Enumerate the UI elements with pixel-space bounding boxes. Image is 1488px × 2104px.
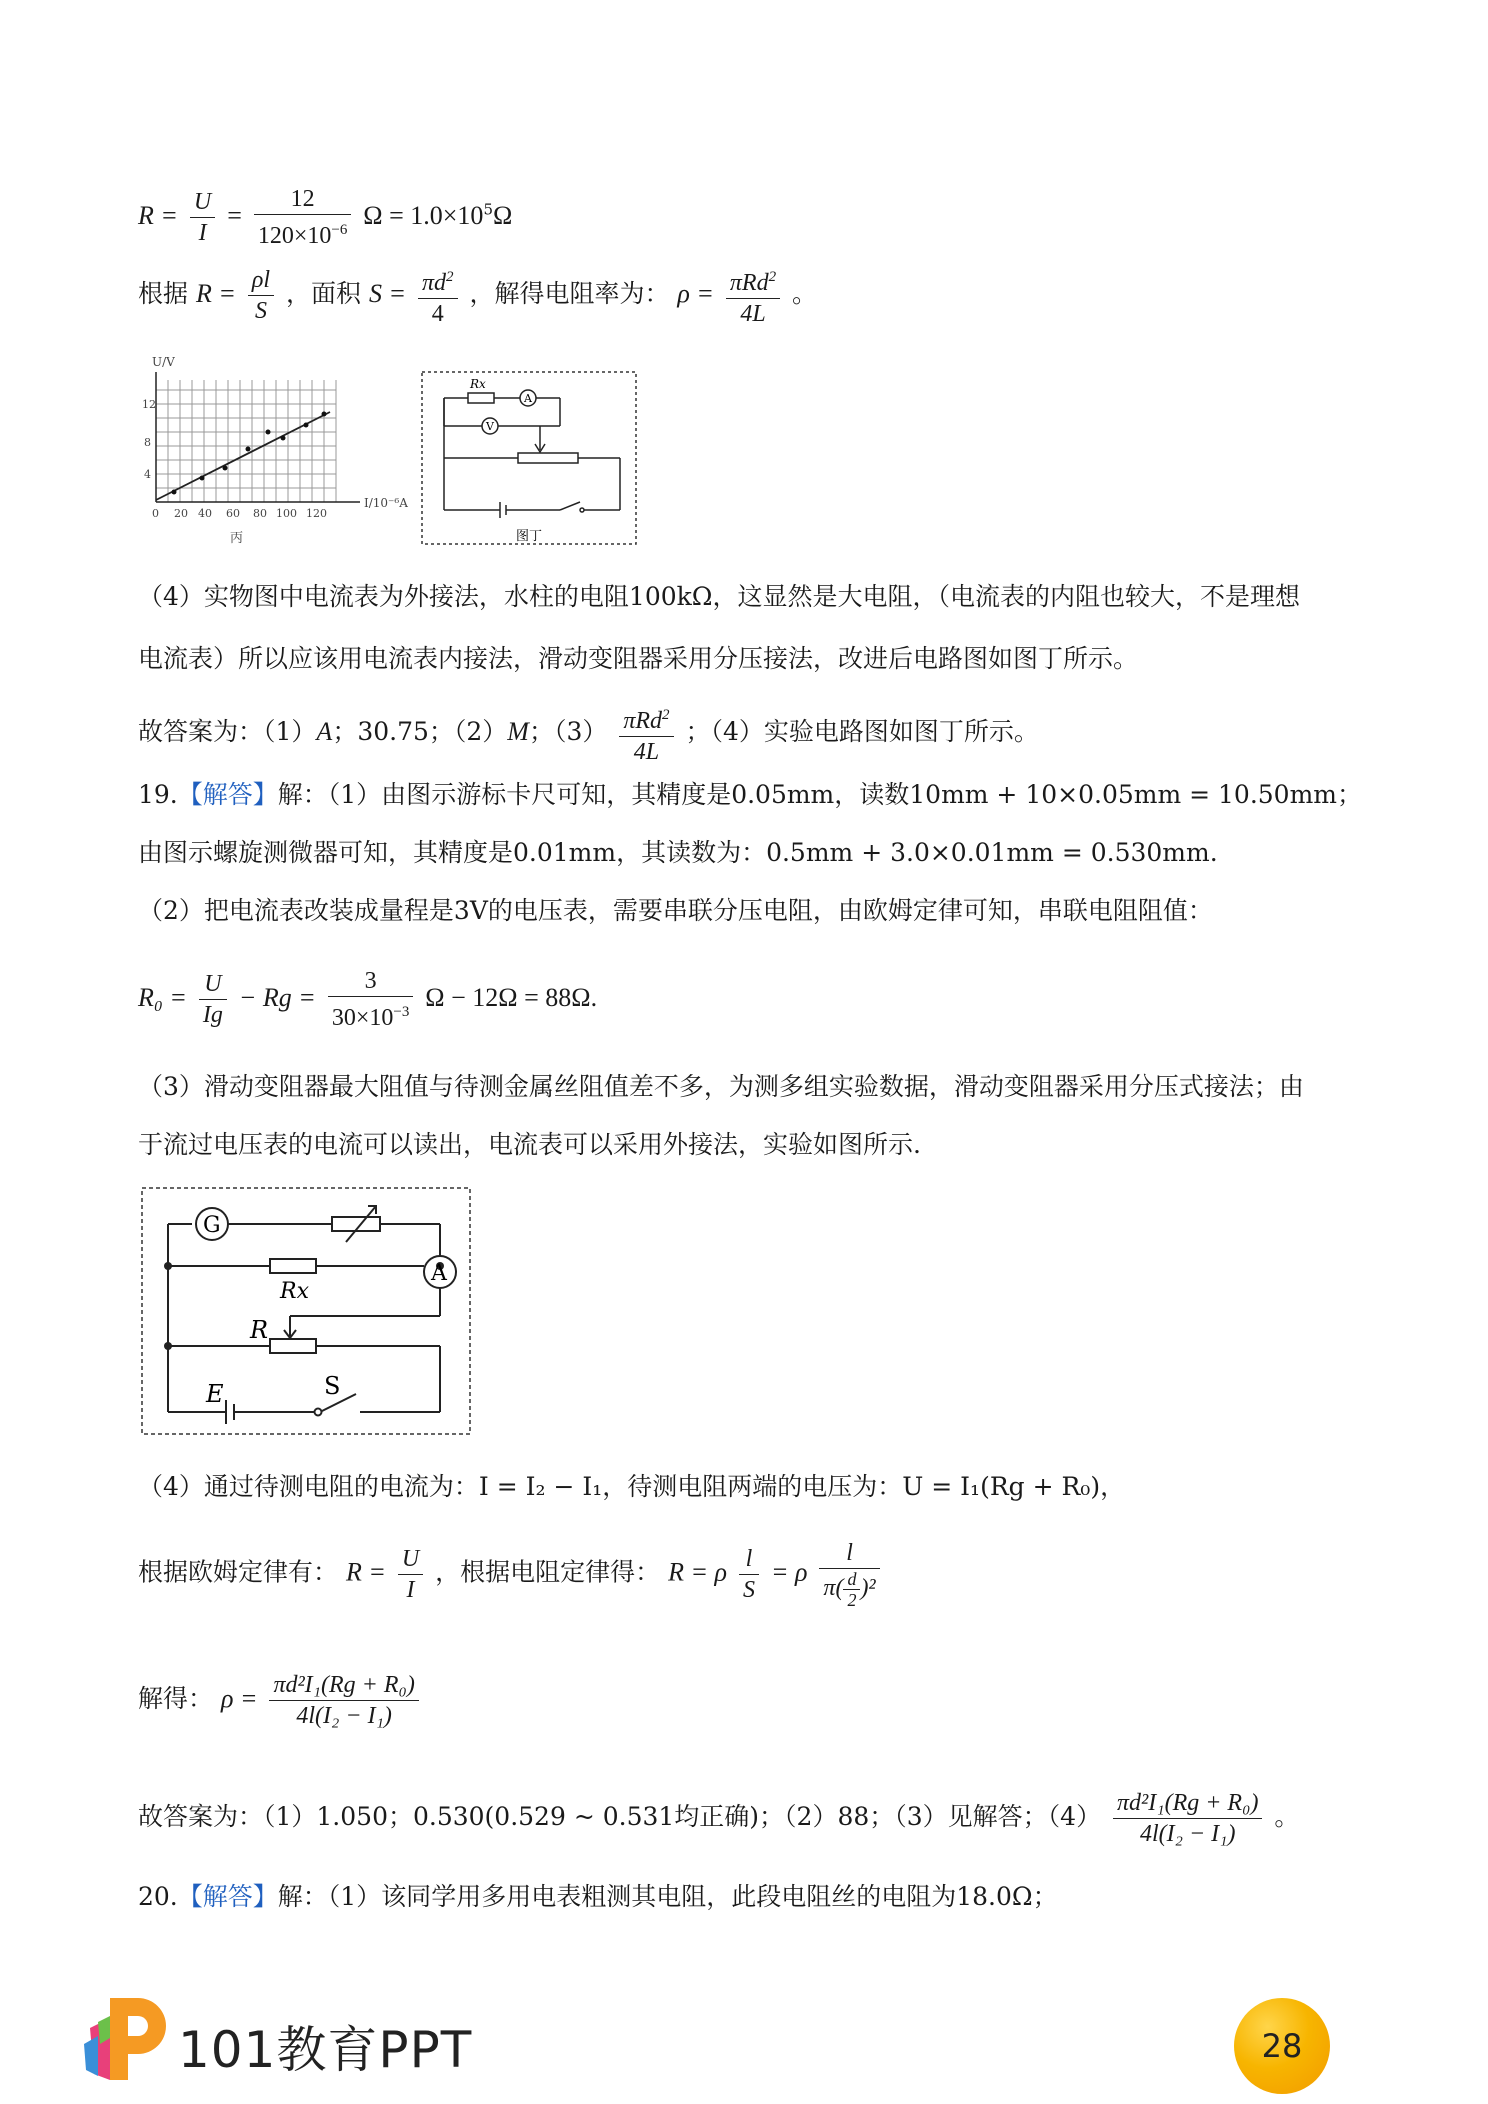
graph-grid bbox=[156, 380, 336, 502]
q19-line1: 19.【解答】解：（1）由图示游标卡尺可知，其精度是0.05mm，读数10mm + 10×0.05mm = 10.50mm； bbox=[138, 780, 1362, 809]
y-tick: 4 bbox=[144, 468, 151, 481]
ohm-law-line: 根据欧姆定律有： R = $\frac{U}{I}$ ，根据电阻定律得： R = ρ $\frac{l}{S}$ = ρ l π( $\frac{d}{2}$ )² bbox=[138, 1538, 884, 1610]
solve-line: 解得： ρ = $\frac{\text{πd²I₁(Rg + R₀)}}{\text{4l(I₂ − I₁)}}$ bbox=[138, 1670, 423, 1731]
ammeter-label: A bbox=[524, 392, 532, 405]
resistivity-line: 根据 R = $\frac{\rho l}{S}$ ，面积 S = $\frac{\pi d^2}{4}$ ，解得电阻率为： ρ = $\frac{\pi Rd^2}{4L}$ 。 bbox=[138, 262, 817, 329]
q19-line2: 由图示螺旋测微器可知，其精度是0.01mm，其读数为：0.5mm + 3.0×0.01mm = 0.530mm. bbox=[138, 838, 1218, 867]
brand-logo-text: 101教育PPT bbox=[178, 2021, 473, 2079]
q19-line3: （2）把电流表改装成量程是3V的电压表，需要串联分压电阻，由欧姆定律可知，串联电阻阻值： bbox=[138, 896, 1213, 925]
equation-resistance: R = $\frac{U}{I}$ = $\frac{12}{120\times 10^{-6}}$ $\Omega = 1.0\times 10^5\Omega$ bbox=[138, 186, 513, 249]
circuit-caption: 图丁 bbox=[516, 529, 543, 544]
x-tick: 60 bbox=[226, 507, 240, 520]
x-tick: 80 bbox=[253, 507, 267, 520]
u-i-graph bbox=[140, 352, 430, 552]
battery-label: E bbox=[206, 1380, 224, 1408]
circuit-ding bbox=[420, 370, 640, 556]
answer-18: 故答案为：（1）A；30.75；（2）M；（3） $\frac{\pi Rd^2}{4L}$ ；（4）实验电路图如图丁所示。 bbox=[138, 700, 1039, 767]
y-tick: 8 bbox=[144, 436, 151, 449]
galvanometer-label: G bbox=[203, 1213, 221, 1238]
answer-tag: 【解答】 bbox=[177, 780, 278, 809]
switch-label: S bbox=[324, 1372, 341, 1400]
graph-y-label: U/V bbox=[152, 355, 175, 369]
circuit-experiment bbox=[140, 1186, 474, 1438]
q19-line4: （3）滑动变阻器最大阻值与待测金属丝阻值差不多，为测多组实验数据，滑动变阻器采用分压式接法；由 bbox=[138, 1072, 1304, 1101]
graph-caption: 丙 bbox=[230, 531, 244, 546]
page-number-badge: 28 bbox=[1234, 1998, 1330, 2094]
ammeter-label: A bbox=[431, 1261, 447, 1286]
x-tick: 0 bbox=[152, 507, 159, 520]
equation-r0: R₀ = $\frac{U}{Ig}$ − Rg = $\frac{3}{30\times 10^{-3}}$ Ω − 12Ω = 88Ω. bbox=[138, 968, 598, 1031]
p4-line1: （4）实物图中电流表为外接法，水柱的电阻100kΩ，这显然是大电阻，（电流表的内阻也较大，不是理想 bbox=[138, 582, 1301, 611]
y-tick: 12 bbox=[142, 398, 156, 411]
rheostat-label: R bbox=[250, 1316, 269, 1344]
x-tick: 100 bbox=[276, 507, 297, 520]
q19-line5: 于流过电压表的电流可以读出，电流表可以采用外接法，实验如图所示. bbox=[138, 1130, 921, 1159]
p4-line2: 电流表）所以应该用电流表内接法，滑动变阻器采用分压接法，改进后电路图如图丁所示。 bbox=[138, 644, 1139, 673]
rx-label: Rx bbox=[470, 377, 486, 391]
x-tick: 20 bbox=[174, 507, 188, 520]
answer-19: 故答案为：（1）1.050；0.530(0.529 ~ 0.531均正确)；（2）88；（3）见解答；（4） $\frac{\text{πd²I₁(Rg + R₀)}}{\text{4l(I₂ − I₁)}}$ 。 bbox=[138, 1790, 1300, 1847]
x-tick: 120 bbox=[306, 507, 327, 520]
q19-line6: （4）通过待测电阻的电流为：I = I₂ − I₁，待测电阻两端的电压为：U = I₁(Rg + R₀)， bbox=[138, 1472, 1126, 1501]
voltmeter-label: V bbox=[486, 420, 494, 433]
q20-line1: 20.【解答】解：（1）该同学用多用电表粗测其电阻，此段电阻丝的电阻为18.0Ω； bbox=[138, 1882, 1058, 1911]
x-tick: 40 bbox=[198, 507, 212, 520]
logo-icon bbox=[80, 1988, 172, 2088]
rx-label: Rx bbox=[280, 1279, 309, 1304]
graph-x-label: I/10⁻⁶A bbox=[364, 496, 408, 510]
answer-tag: 【解答】 bbox=[177, 1882, 278, 1911]
